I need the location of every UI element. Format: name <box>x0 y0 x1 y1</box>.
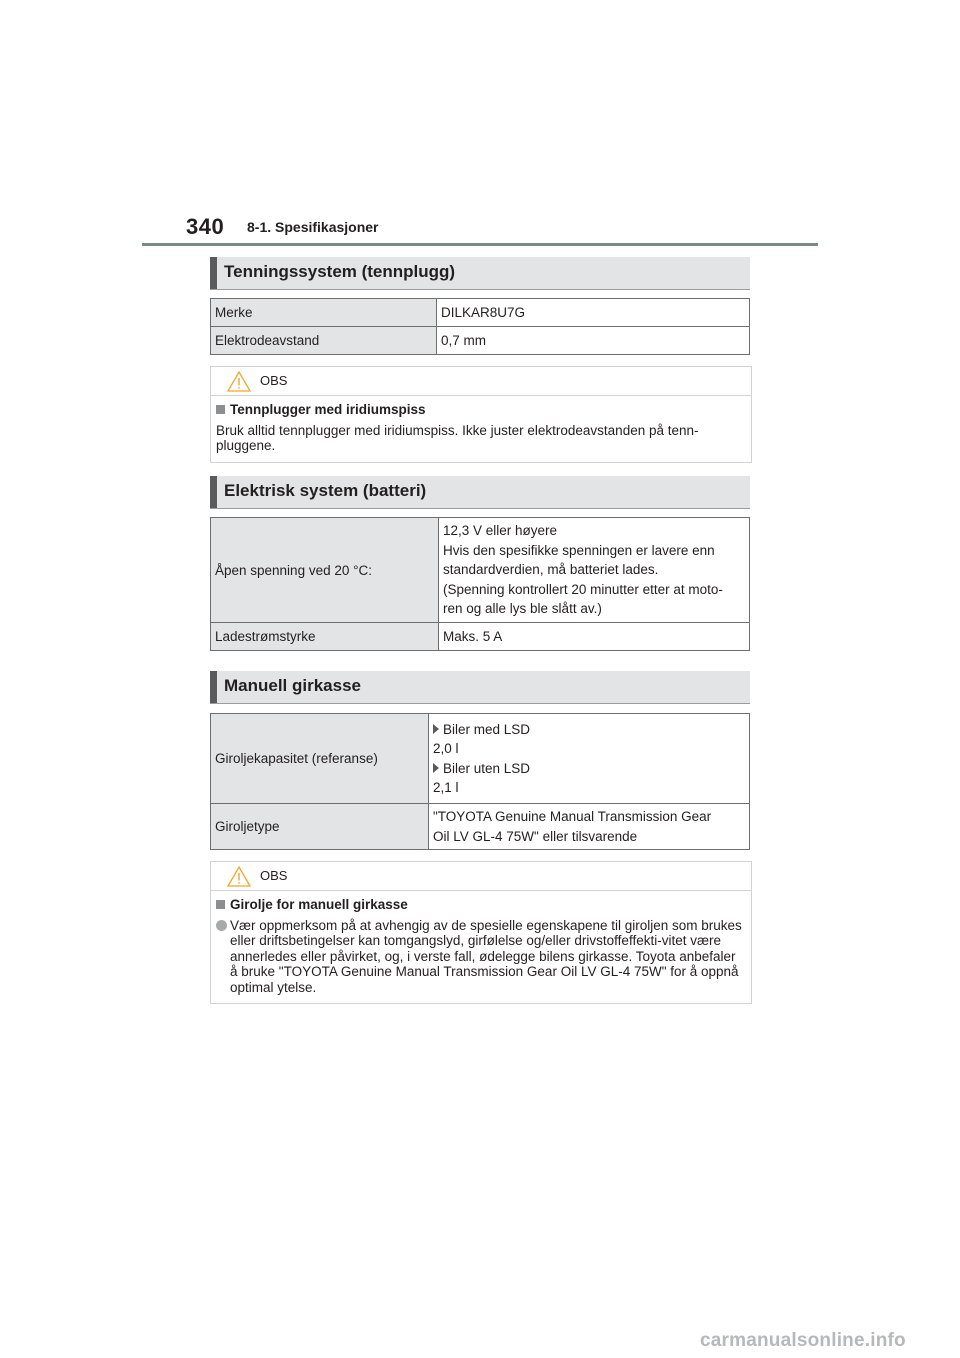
note-body <box>211 396 751 462</box>
section-heading-gearbox <box>210 671 750 704</box>
value-line: "TOYOTA Genuine Manual Transmission Gear <box>433 809 712 824</box>
spec-value <box>429 714 750 804</box>
warning-triangle-icon <box>227 866 251 887</box>
note-box-ignition <box>210 366 752 463</box>
note-title: Tennplugger med iridiumspiss <box>230 402 426 417</box>
spec-key: Elektrodeavstand <box>211 327 437 355</box>
variant-value: 2,1 l <box>433 780 459 795</box>
table-row <box>211 804 750 850</box>
note-box-gearbox <box>210 861 752 1004</box>
section-title: Manuell girkasse <box>224 676 362 695</box>
section-title: Elektrisk system (batteri) <box>224 481 427 500</box>
ignition-spec-table <box>210 298 750 355</box>
value-line: 12,3 V eller høyere <box>443 523 558 539</box>
section-heading-electrical <box>210 476 750 509</box>
value-line: Hvis den spesifikke spenningen er lavere enn <box>443 542 715 558</box>
table-row <box>211 327 750 355</box>
arrow-right-icon <box>433 724 439 734</box>
spec-key: Giroljekapasitet (referanse) <box>211 714 429 804</box>
arrow-right-icon <box>433 763 439 773</box>
heading-bar <box>210 476 217 508</box>
table-row <box>211 623 750 651</box>
page-number: 340 <box>186 214 225 239</box>
value-line: (Spenning kontrollert 20 minutter etter at moto- <box>443 581 723 597</box>
section-title: Tenningssystem (tennplugg) <box>224 262 456 281</box>
note-label: OBS <box>260 868 288 883</box>
spec-value: DILKAR8U7G <box>437 299 750 327</box>
square-bullet-icon <box>216 405 225 414</box>
value-line: ren og alle lys ble slått av.) <box>443 601 602 617</box>
electrical-spec-table <box>210 517 750 651</box>
warning-triangle-icon <box>227 371 251 392</box>
square-bullet-icon <box>216 900 225 909</box>
note-bullet <box>216 918 745 996</box>
spec-key: Giroljetype <box>211 804 429 850</box>
table-row <box>211 299 750 327</box>
watermark: carmanualsonline.info <box>700 1330 906 1351</box>
table-row <box>211 714 750 804</box>
chapter-title: 8-1. Spesifikasjoner <box>247 219 379 235</box>
spec-value: 0,7 mm <box>437 327 750 355</box>
spec-value: Maks. 5 A <box>439 623 750 651</box>
note-body <box>211 891 751 1003</box>
section-heading-ignition <box>210 257 750 290</box>
heading-bar <box>210 257 217 289</box>
table-row <box>211 518 750 623</box>
header-divider <box>142 243 818 246</box>
variant-label: Biler med LSD <box>443 721 531 737</box>
value-line: Oil LV GL-4 75W" eller tilsvarende <box>433 828 638 844</box>
round-bullet-icon <box>216 920 227 931</box>
spec-key: Ladestrømstyrke <box>211 623 439 651</box>
note-text: Bruk alltid tennplugger med iridiumspiss. Ikke juster elektrodeavstanden på tenn-pluggene. <box>216 422 699 453</box>
note-text: Vær oppmerksom på at avhengig av de spesielle egenskapene til giroljen som brukes eller driftsbetingelser kan tomgangslyd, girfølelse og/eller drivstoffeffekti-vitet være annerledes eller påvirket, og, i verste fall, ødelegge bilens girkasse. Toyota anbefaler å bruke "TOYOTA Genuine Manual Transmission Gear Oil LV GL-4 75W" for å oppnå optimal ytelse. <box>230 917 742 995</box>
gearbox-spec-table <box>210 713 750 850</box>
variant-value: 2,0 l <box>433 741 459 756</box>
spec-value <box>429 804 750 850</box>
spec-value <box>439 518 750 623</box>
heading-bar <box>210 671 217 703</box>
note-label: OBS <box>260 373 288 388</box>
value-line: standardverdien, må batteriet lades. <box>443 562 659 578</box>
spec-key: Merke <box>211 299 437 327</box>
variant-label: Biler uten LSD <box>443 760 531 776</box>
note-header <box>211 862 751 891</box>
note-header <box>211 367 751 396</box>
spec-key: Åpen spenning ved 20 °C: <box>211 518 439 623</box>
note-title: Girolje for manuell girkasse <box>230 897 408 912</box>
